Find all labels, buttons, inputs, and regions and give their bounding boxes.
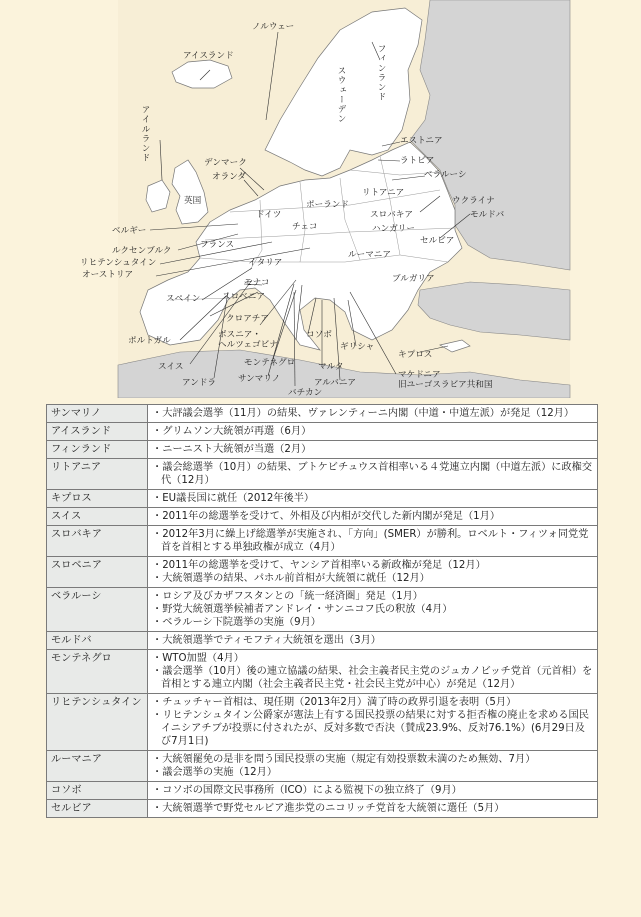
table-row (47, 490, 598, 508)
event-item: ・ 議会選挙の実施（12月） (152, 766, 593, 779)
table-row (47, 557, 598, 588)
label-czech: チェコ (292, 222, 318, 232)
label-france: フランス (200, 240, 235, 250)
label-italy: イタリア (248, 258, 283, 268)
label-malta: マルタ (318, 362, 344, 372)
event-item: ・ EU議長国に就任（2012年後半） (152, 492, 593, 505)
label-monaco: モナコ (244, 278, 270, 288)
table-row (47, 632, 598, 650)
label-croatia: クロアチア (226, 314, 269, 324)
label-iceland: アイスランド (183, 51, 234, 61)
event-item: ・ 2012年3月に繰上げ総選挙が実施され、「方向」(SMER）が勝利。ロベルト・フィツォ同党党首を首相とする単独政権が成立（4月） (152, 528, 593, 554)
table-row (47, 441, 598, 459)
label-bulgaria: ブルガリア (392, 274, 435, 284)
label-serbia: セルビア (420, 236, 455, 246)
table-row (47, 782, 598, 800)
event-item: ・ ベラルーシ下院選挙の実施（9月） (152, 616, 593, 629)
label-estonia: エストニア (400, 136, 443, 146)
label-hungary: ハンガリー (372, 224, 415, 234)
country-events (148, 800, 598, 818)
label-liechtenstein: リヒテンシュタイン (80, 258, 157, 268)
label-belgium: ベルギー (112, 226, 147, 236)
event-item: ・ コソボの国際文民事務所（ICO）による監視下の独立終了（9月） (152, 784, 593, 797)
table-row (47, 650, 598, 694)
event-item: ・ 大統領選挙の結果、パホル前首相が大統領に就任（12月） (152, 572, 593, 585)
label-latvia: ラトビア (400, 156, 435, 166)
country-name: コソボ (47, 782, 148, 800)
country-name: サンマリノ (47, 405, 148, 423)
label-cyprus: キプロス (398, 350, 433, 360)
label-andorra: アンドラ (182, 378, 217, 388)
country-name: フィンランド (47, 441, 148, 459)
country-events (148, 632, 598, 650)
events-table-body (47, 405, 598, 818)
label-poland: ポーランド (306, 200, 349, 210)
table-row (47, 405, 598, 423)
country-events-table (46, 404, 598, 818)
country-events (148, 782, 598, 800)
country-name: リヒテンシュタイン (47, 694, 148, 751)
event-item: ・ 大統領選挙でティモフティ大統領を選出（3月） (152, 634, 593, 647)
country-events (148, 423, 598, 441)
event-item: ・ チュッチャー首相は、現任期（2013年2月）満了時の政界引退を表明（5月） (152, 696, 593, 709)
country-name: モンテネグロ (47, 650, 148, 694)
label-sweden: スウェーデン (336, 66, 346, 124)
event-item: ・ 2011年の総選挙を受けて、ヤンシア首相率いる新政権が発足（12月） (152, 559, 593, 572)
country-name: アイスランド (47, 423, 148, 441)
country-events (148, 588, 598, 632)
label-luxembourg: ルクセンブルク (112, 246, 172, 256)
country-events (148, 490, 598, 508)
label-germany: ドイツ (256, 210, 282, 220)
label-finland: フィンランド (376, 44, 386, 102)
country-events (148, 650, 598, 694)
country-name: キプロス (47, 490, 148, 508)
country-events (148, 508, 598, 526)
label-ireland: アイルランド (140, 105, 150, 163)
label-netherlands: オランダ (212, 172, 247, 182)
country-name: モルドバ (47, 632, 148, 650)
country-name: ベラルーシ (47, 588, 148, 632)
event-item: ・ 議会選挙（10月）後の連立協議の結果、社会主義者民主党のジュカノビッチ党首（元首相）を首相とする連立内閣（社会主義者民主党・社会民主党が中心）が発足（12月） (152, 665, 593, 691)
country-events (148, 526, 598, 557)
label-albania: アルバニア (314, 378, 357, 388)
country-events (148, 405, 598, 423)
event-item: ・ 大統領選挙で野党セルビア進歩党のニコリッチ党首を大統領に選任（5月） (152, 802, 593, 815)
label-kosovo: コソボ (306, 330, 332, 340)
country-name: リトアニア (47, 459, 148, 490)
table-row (47, 694, 598, 751)
label-moldova: モルドバ (470, 210, 505, 220)
label-lithuania: リトアニア (362, 188, 405, 198)
label-norway: ノルウェー (252, 22, 295, 32)
label-sanmarino: サンマリノ (238, 374, 281, 384)
table-row (47, 800, 598, 818)
country-events (148, 441, 598, 459)
label-montenegro: モンテネグロ (244, 358, 296, 368)
europe-map (0, 0, 641, 398)
event-item: ・ 議会総選挙（10月）の結果、ブトケビチュウス首相率いる４党連立内閣（中道左派）に政権交代（12月） (152, 461, 593, 487)
event-item: ・ 大統領罷免の是非を問う国民投票の実施（規定有効投票数未満のため無効、7月） (152, 753, 593, 766)
label-bosnia: ボスニア・ ヘルツェゴビナ (218, 330, 278, 350)
country-name: スロバキア (47, 526, 148, 557)
table-row (47, 459, 598, 490)
label-spain: スペイン (166, 294, 201, 304)
event-item: ・ WTO加盟（4月） (152, 652, 593, 665)
table-row (47, 508, 598, 526)
label-slovenia: スロベニア (222, 292, 265, 302)
label-slovakia: スロバキア (370, 210, 413, 220)
event-item: ・ ニーニスト大統領が当選（2月） (152, 443, 593, 456)
label-greece: ギリシャ (340, 342, 375, 352)
label-romania: ルーマニア (348, 250, 391, 260)
table-row (47, 526, 598, 557)
event-item: ・ 2011年の総選挙を受けて、外相及び内相が交代した新内閣が発足（1月） (152, 510, 593, 523)
country-events (148, 459, 598, 490)
event-item: ・ 大評議会選挙（11月）の結果、ヴァレンティーニ内閣（中道・中道左派）が発足（12月） (152, 407, 593, 420)
table-row (47, 751, 598, 782)
label-switzerland: スイス (158, 362, 184, 372)
table-row (47, 423, 598, 441)
label-belarus: ベラルーシ (424, 170, 467, 180)
country-events (148, 751, 598, 782)
country-name: セルビア (47, 800, 148, 818)
event-item: ・ リヒテンシュタイン公爵家が憲法上有する国民投票の結果に対する拒否権の廃止を求める国民イニシアチブが投票に付されたが、反対多数で否決（賛成23.9%、反対76.1%）(6月29日及び7月1日) (152, 709, 593, 748)
label-ukraine: ウクライナ (452, 196, 495, 206)
country-events (148, 694, 598, 751)
event-item: ・ 野党大統領選挙候補者アンドレイ・サンニコフ氏の釈放（4月） (152, 603, 593, 616)
country-events (148, 557, 598, 588)
label-uk: 英国 (184, 196, 202, 206)
country-name: スイス (47, 508, 148, 526)
label-macedonia: マケドニア 旧ユーゴスラビア共和国 (398, 370, 493, 390)
event-item: ・ グリムソン大統領が再選（6月） (152, 425, 593, 438)
country-name: スロベニア (47, 557, 148, 588)
country-name: ルーマニア (47, 751, 148, 782)
event-item: ・ ロシア及びカザフスタンとの「統一経済圏」発足（1月） (152, 590, 593, 603)
label-denmark: デンマーク (204, 158, 247, 168)
table-row (47, 588, 598, 632)
label-vatican: バチカン (288, 388, 323, 398)
label-austria: オーストリア (82, 270, 134, 280)
label-portugal: ポルトガル (128, 336, 171, 346)
